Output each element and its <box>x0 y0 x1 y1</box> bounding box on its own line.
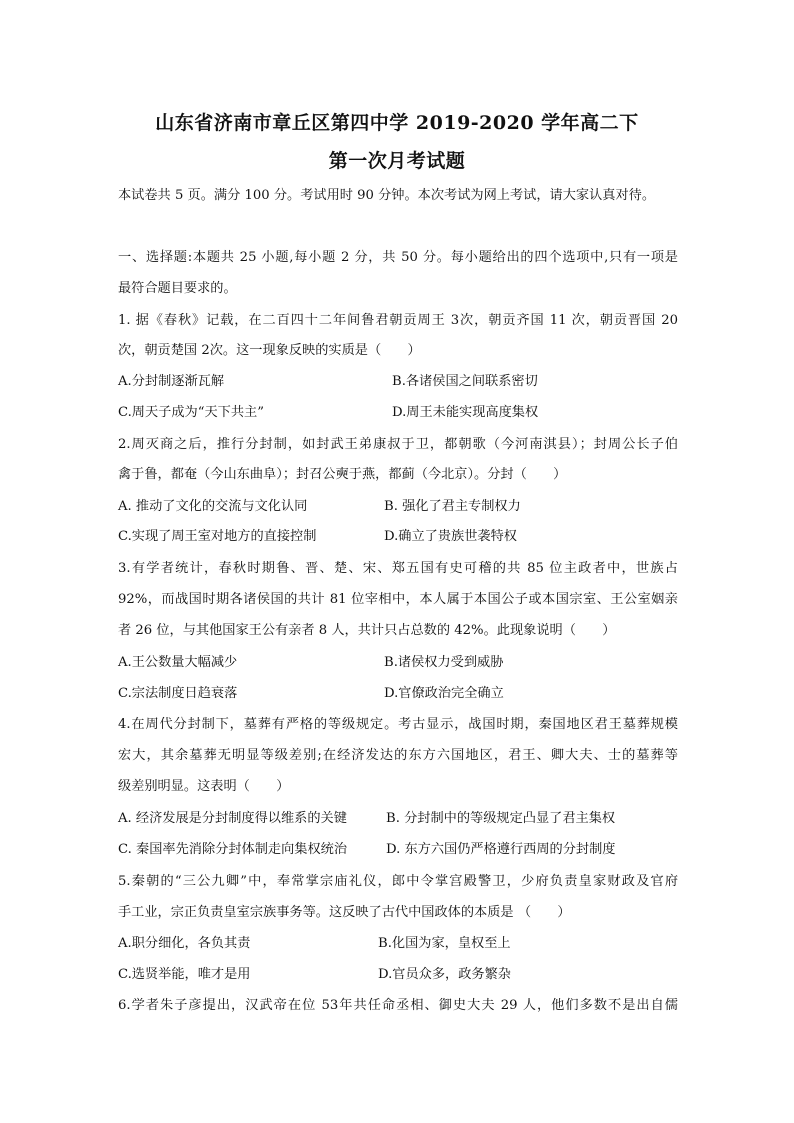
question-3-stem-line2: 92%，而战国时期各诸侯国的共计 81 位宰相中，本人属于本国公子或本国宗室、王公室姻亲 <box>118 592 678 607</box>
question-2-stem-line2: 禽于鲁，都奄（今山东曲阜）；封召公奭于燕，都蓟（今北京）。分封（ ） <box>118 467 567 482</box>
question-1-stem-line1: 1. 据《春秋》记载，在二百四十二年间鲁君朝贡周王 3次，朝贡齐国 11 次，朝贡晋国 20 <box>118 313 678 328</box>
question-4-option-b[interactable]: B. 分封制中的等级规定凸显了君主集权 <box>386 811 616 826</box>
question-5-option-a[interactable]: A.职分细化，各负其责 <box>118 936 251 951</box>
question-5-option-b[interactable]: B.化国为家，皇权至上 <box>378 936 511 951</box>
section-heading-line2: 最符合题目要求的。 <box>118 281 237 296</box>
question-3-stem-line3: 者 26 位，与其他国家王公有亲者 8 人，共计只占总数的 42%。此现象说明（ ） <box>118 623 616 638</box>
question-1-option-d[interactable]: D.周王未能实现高度集权 <box>392 405 539 420</box>
question-1-stem-line2: 次，朝贡楚国 2次。这一现象反映的实质是（ ） <box>118 343 421 358</box>
question-4-stem-line3: 级差别明显。这表明（ ） <box>118 779 290 794</box>
question-4-option-a[interactable]: A. 经济发展是分封制度得以维系的关键 <box>118 811 347 826</box>
question-5-option-d[interactable]: D.官员众多，政务繁杂 <box>378 967 511 982</box>
question-3-option-a[interactable]: A.王公数量大幅减少 <box>118 655 238 670</box>
question-2-option-a[interactable]: A. 推动了文化的交流与文化认同 <box>118 499 308 514</box>
question-3-option-b[interactable]: B.诸侯权力受到威胁 <box>384 655 504 670</box>
question-4-stem-line2: 宏大，其余墓葬无明显等级差别;在经济发达的东方六国地区，君王、卿大夫、士的墓葬等 <box>118 748 678 763</box>
question-1-option-a[interactable]: A.分封制逐渐瓦解 <box>118 374 225 389</box>
question-3-option-d[interactable]: D.官僚政治完全确立 <box>384 686 504 701</box>
question-5-stem-line2: 手工业，宗正负责皇室宗族事务等。这反映了古代中国政体的本质是 （ ） <box>118 905 571 920</box>
question-1-option-b[interactable]: B.各诸侯国之间联系密切 <box>392 374 538 389</box>
question-3-option-c[interactable]: C.宗法制度日趋衰落 <box>118 686 238 701</box>
question-4-option-c[interactable]: C. 秦国率先消除分封体制走向集权统治 <box>118 842 348 857</box>
section-heading-line1: 一、选择题:本题共 25 小题,每小题 2 分，共 50 分。每小题给出的四个选项中,只有一项是 <box>118 250 678 265</box>
question-6-stem-line1: 6.学者朱子彦提出，汉武帝在位 53年共任命丞相、御史大夫 29 人，他们多数不是出自儒 <box>118 998 678 1013</box>
exam-title-line1: 山东省济南市章丘区第四中学 2019-2020 学年高二下 <box>155 112 639 134</box>
question-2-stem-line1: 2.周灭商之后，推行分封制，如封武王弟康叔于卫，都朝歌（今河南淇县）；封周公长子伯 <box>118 437 678 452</box>
question-3-stem-line1: 3.有学者统计，春秋时期鲁、晋、楚、宋、郑五国有史可稽的共 85 位主政者中，世族占 <box>118 561 678 576</box>
question-5-option-c[interactable]: C.选贤举能，唯才是用 <box>118 967 251 982</box>
question-2-option-d[interactable]: D.确立了贵族世袭特权 <box>384 529 517 544</box>
exam-title-line2: 第一次月考试题 <box>328 150 466 172</box>
exam-instructions: 本试卷共 5 页。满分 100 分。考试用时 90 分钟。本次考试为网上考试，请大家认真对待。 <box>118 188 656 203</box>
question-4-option-d[interactable]: D. 东方六国仍严格遵行西周的分封制度 <box>386 842 616 857</box>
question-2-option-c[interactable]: C.实现了周王室对地方的直接控制 <box>118 529 317 544</box>
question-4-stem-line1: 4.在周代分封制下，墓葬有严格的等级规定。考古显示，战国时期，秦国地区君王墓葬规模 <box>118 717 678 732</box>
question-5-stem-line1: 5.秦朝的“三公九卿”中，奉常掌宗庙礼仪，郎中令掌宫殿警卫，少府负责皇家财政及官府 <box>118 874 678 889</box>
question-2-option-b[interactable]: B. 强化了君主专制权力 <box>384 499 521 514</box>
question-1-option-c[interactable]: C.周天子成为“天下共主” <box>118 405 264 420</box>
